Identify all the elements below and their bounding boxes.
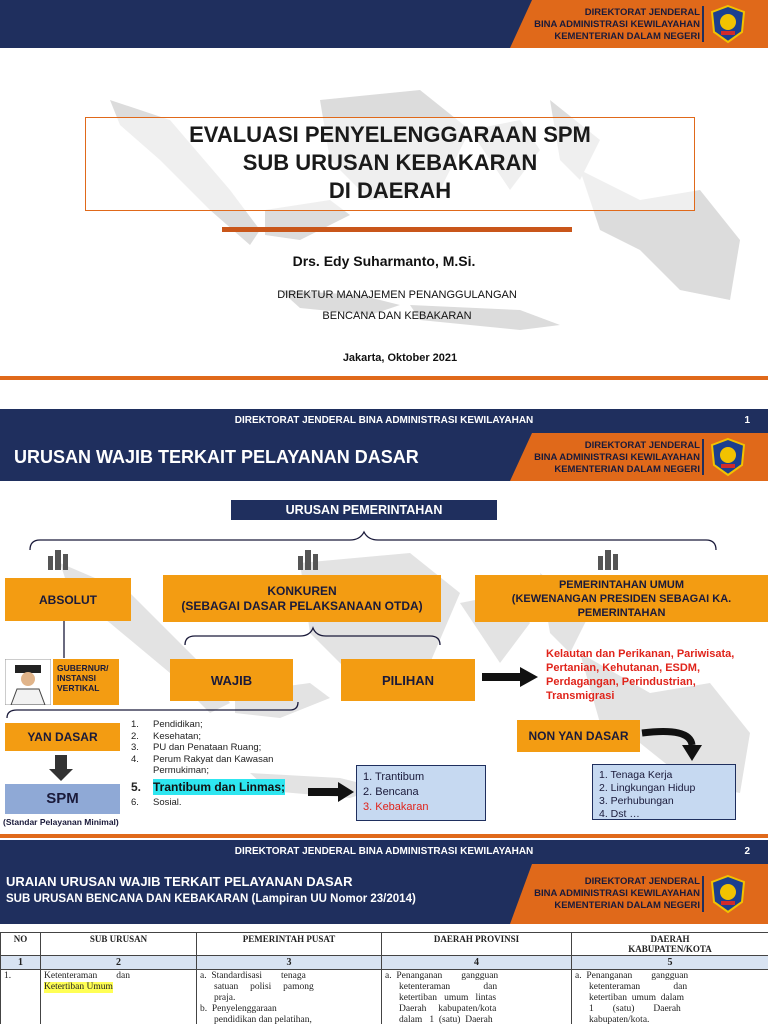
pilihan-list: Kelautan dan Perikanan, Pariwisata, Pertanian, Kehutanan, ESDM, Perdagangan, Perindustrian, Transmigrasi [546, 648, 735, 702]
pilihan-box: PILIHAN [341, 659, 475, 701]
yan-item-number: 4. [131, 753, 139, 765]
curved-arrow-icon [640, 723, 710, 763]
row-pusat: a. Standardisasi tenaga satuan polisi pamong praja. b. Penyelenggaraan pendidikan dan pelatihan, [197, 970, 382, 1024]
yan-item [131, 719, 311, 731]
non-yan-dasar-box: NON YAN DASAR [517, 720, 640, 752]
trantibum-box: 1. Trantibum 2. Bencana 3. Kebakaran [356, 765, 486, 821]
absolut-box: ABSOLUT [5, 578, 131, 621]
footer-bar-1 [0, 409, 768, 433]
title-box [85, 117, 695, 211]
header-band [0, 433, 768, 481]
title-underline [222, 227, 572, 232]
title-line-2: SUB URUSAN KEBAKARAN [242, 150, 538, 175]
kemendagri-logo-icon [708, 874, 748, 914]
yan-item-text: Sosial. [153, 796, 182, 808]
kemendagri-logo-icon [708, 437, 748, 477]
title-line-3: DI DAERAH [328, 178, 452, 203]
col-number: 1 [1, 956, 41, 970]
row-no: 1. [1, 970, 41, 1024]
slide-2 [0, 433, 768, 838]
footer-text: DIREKTORAT JENDERAL BINA ADMINISTRASI KEWILAYAHAN [234, 415, 534, 426]
presenter-name: Drs. Edy Suharmanto, M.Si. [292, 253, 476, 269]
col-daerah-kabkota: DAERAH KABUPATEN/KOTA [572, 933, 768, 956]
gubernur-box: GUBERNUR/ INSTANSI VERTIKAL [53, 659, 119, 705]
slide-title: URUSAN WAJIB TERKAIT PELAYANAN DASAR [14, 447, 419, 467]
yan-item [131, 797, 311, 809]
yan-item-text: PU dan Penataan Ruang; [153, 742, 262, 753]
slide-1 [0, 0, 768, 408]
spm-note: (Standar Pelayanan Minimal) [3, 817, 119, 827]
kemendagri-logo-icon [708, 4, 748, 44]
col-sub-urusan: SUB URUSAN [41, 933, 197, 956]
urusan-pemerintahan-label: URUSAN PEMERINTAHAN [231, 500, 497, 520]
arrow-right-icon [306, 781, 356, 803]
spm-box: SPM [5, 784, 120, 814]
pemerintahan-umum-box: PEMERINTAHAN UMUM (KEWENANGAN PRESIDEN SEBAGAI KA. PEMERINTAHAN [475, 575, 768, 622]
konkuren-box: KONKUREN (SEBAGAI DASAR PELAKSANAAN OTDA) [163, 575, 441, 622]
yan-item [131, 742, 311, 754]
col-number: 5 [572, 956, 768, 970]
yan-item-text: Permukiman; [153, 765, 209, 776]
yan-item-text: Perum Rakyat dan Kawasan [153, 753, 274, 765]
title-line-1: EVALUASI PENYELENGGARAAN SPM [189, 122, 591, 147]
yan-item-text: Kesehatan; [153, 730, 202, 742]
yan-item-number: 1. [131, 719, 139, 730]
yan-item [131, 731, 311, 743]
yan-item [131, 754, 311, 766]
yan-item-number: 5. [131, 779, 142, 794]
yan-item-text: Trantibum dan Linmas; [153, 779, 286, 794]
yan-item-text: Pendidikan; [153, 719, 203, 730]
header-band [0, 864, 768, 924]
non-yan-dasar-list: 1. Tenaga Kerja 2. Lingkungan Hidup 3. Perhubungan 4. Dst … [592, 764, 736, 820]
ditjen-label: DIREKTORAT JENDERAL BINA ADMINISTRASI KEWILAYAHAN KEMENTERIAN DALAM NEGERI [534, 7, 700, 42]
yan-item-highlight [131, 779, 311, 795]
col-number: 2 [41, 956, 197, 970]
yan-item-number: 6. [131, 796, 139, 808]
header-band [0, 0, 768, 48]
page-number: 1 [744, 415, 750, 426]
yan-item-number: 2. [131, 730, 139, 742]
slide-title-line-2: SUB URUSAN BENCANA DAN KEBAKARAN (Lampiran UU Nomor 23/2014) [6, 893, 416, 905]
col-pemerintah-pusat: PEMERINTAH PUSAT [197, 933, 382, 956]
footer-text: DIREKTORAT JENDERAL BINA ADMINISTRASI KEWILAYAHAN [234, 846, 534, 857]
col-no: NO [1, 933, 41, 956]
governor-avatar [5, 659, 51, 705]
row-kabkota: a. Penanganan gangguan ketenteraman dan ketertiban umum dalam 1 (satu) Daerah kabupaten/kota. [572, 970, 768, 1024]
page-number: 2 [744, 846, 750, 857]
col-number: 4 [382, 956, 572, 970]
yan-dasar-list [131, 719, 311, 808]
ditjen-label: DIREKTORAT JENDERAL BINA ADMINISTRASI KEWILAYAHAN KEMENTERIAN DALAM NEGERI [534, 440, 700, 475]
yan-dasar-box: YAN DASAR [5, 723, 120, 751]
urusan-table [0, 932, 768, 1024]
place-date: Jakarta, Oktober 2021 [342, 352, 458, 364]
wajib-box: WAJIB [170, 659, 293, 701]
row-provinsi: a. Penanganan gangguan ketenteraman dan ketertiban umum lintas Daerah kabupaten/kota dalam 1 (satu) Daerah [382, 970, 572, 1024]
row-sub-urusan: Ketenteraman dan Ketertiban Umum [41, 970, 197, 1024]
presenter-position: DIREKTUR MANAJEMEN PENANGGULANGAN BENCANA DAN KEBAKARAN [277, 289, 517, 322]
slide-title-line-1: URAIAN URUSAN WAJIB TERKAIT PELAYANAN DASAR [6, 874, 353, 889]
yan-item-number [131, 765, 153, 777]
yan-item-number: 3. [131, 742, 139, 753]
col-daerah-provinsi: DAERAH PROVINSI [382, 933, 572, 956]
slide-3 [0, 864, 768, 1024]
arrow-down-icon [47, 753, 75, 783]
table-row [1, 970, 768, 1024]
arrow-right-icon [480, 666, 540, 688]
footer-bar-2 [0, 840, 768, 864]
yan-item [131, 765, 311, 777]
ditjen-label: DIREKTORAT JENDERAL BINA ADMINISTRASI KEWILAYAHAN KEMENTERIAN DALAM NEGERI [534, 876, 700, 911]
col-number: 3 [197, 956, 382, 970]
